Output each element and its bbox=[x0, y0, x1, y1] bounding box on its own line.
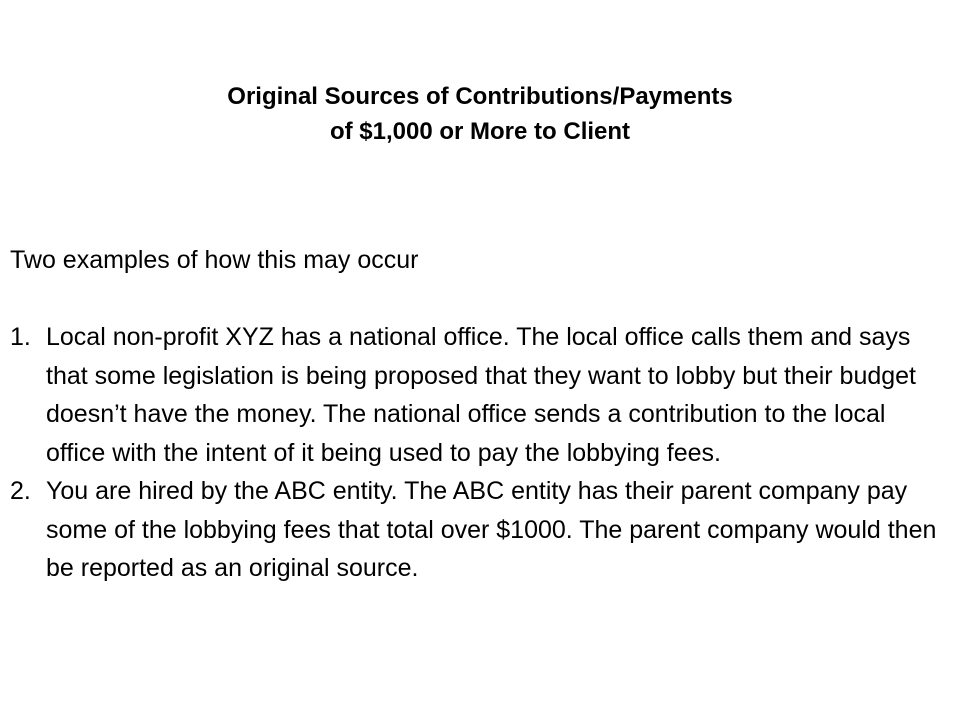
list-item-text: Local non-profit XYZ has a national office. The local office calls them and says that some legislation is being proposed that they want to lobby but their budget doesn’t have the money. The national office sends a contribution to the local office with the intent of it being used to pay the lobbying fees. bbox=[46, 323, 917, 467]
intro-text: Two examples of how this may occur bbox=[10, 246, 419, 274]
slide-body bbox=[10, 241, 950, 588]
list-item-text: You are hired by the ABC entity. The ABC entity has their parent company pay some of the lobbying fees that total over $1000. The parent company would then be reported as an original source. bbox=[46, 477, 937, 582]
list-item bbox=[10, 318, 950, 472]
blank-line bbox=[10, 280, 950, 319]
slide-title bbox=[100, 79, 860, 149]
title-line-2: of $1,000 or More to Client bbox=[329, 118, 631, 145]
list-item-number: 2. bbox=[10, 477, 31, 505]
list-item-number: 1. bbox=[10, 323, 31, 351]
example-list bbox=[10, 318, 950, 588]
title-line-1: Original Sources of Contributions/Payments bbox=[227, 83, 733, 110]
list-item bbox=[10, 472, 950, 588]
